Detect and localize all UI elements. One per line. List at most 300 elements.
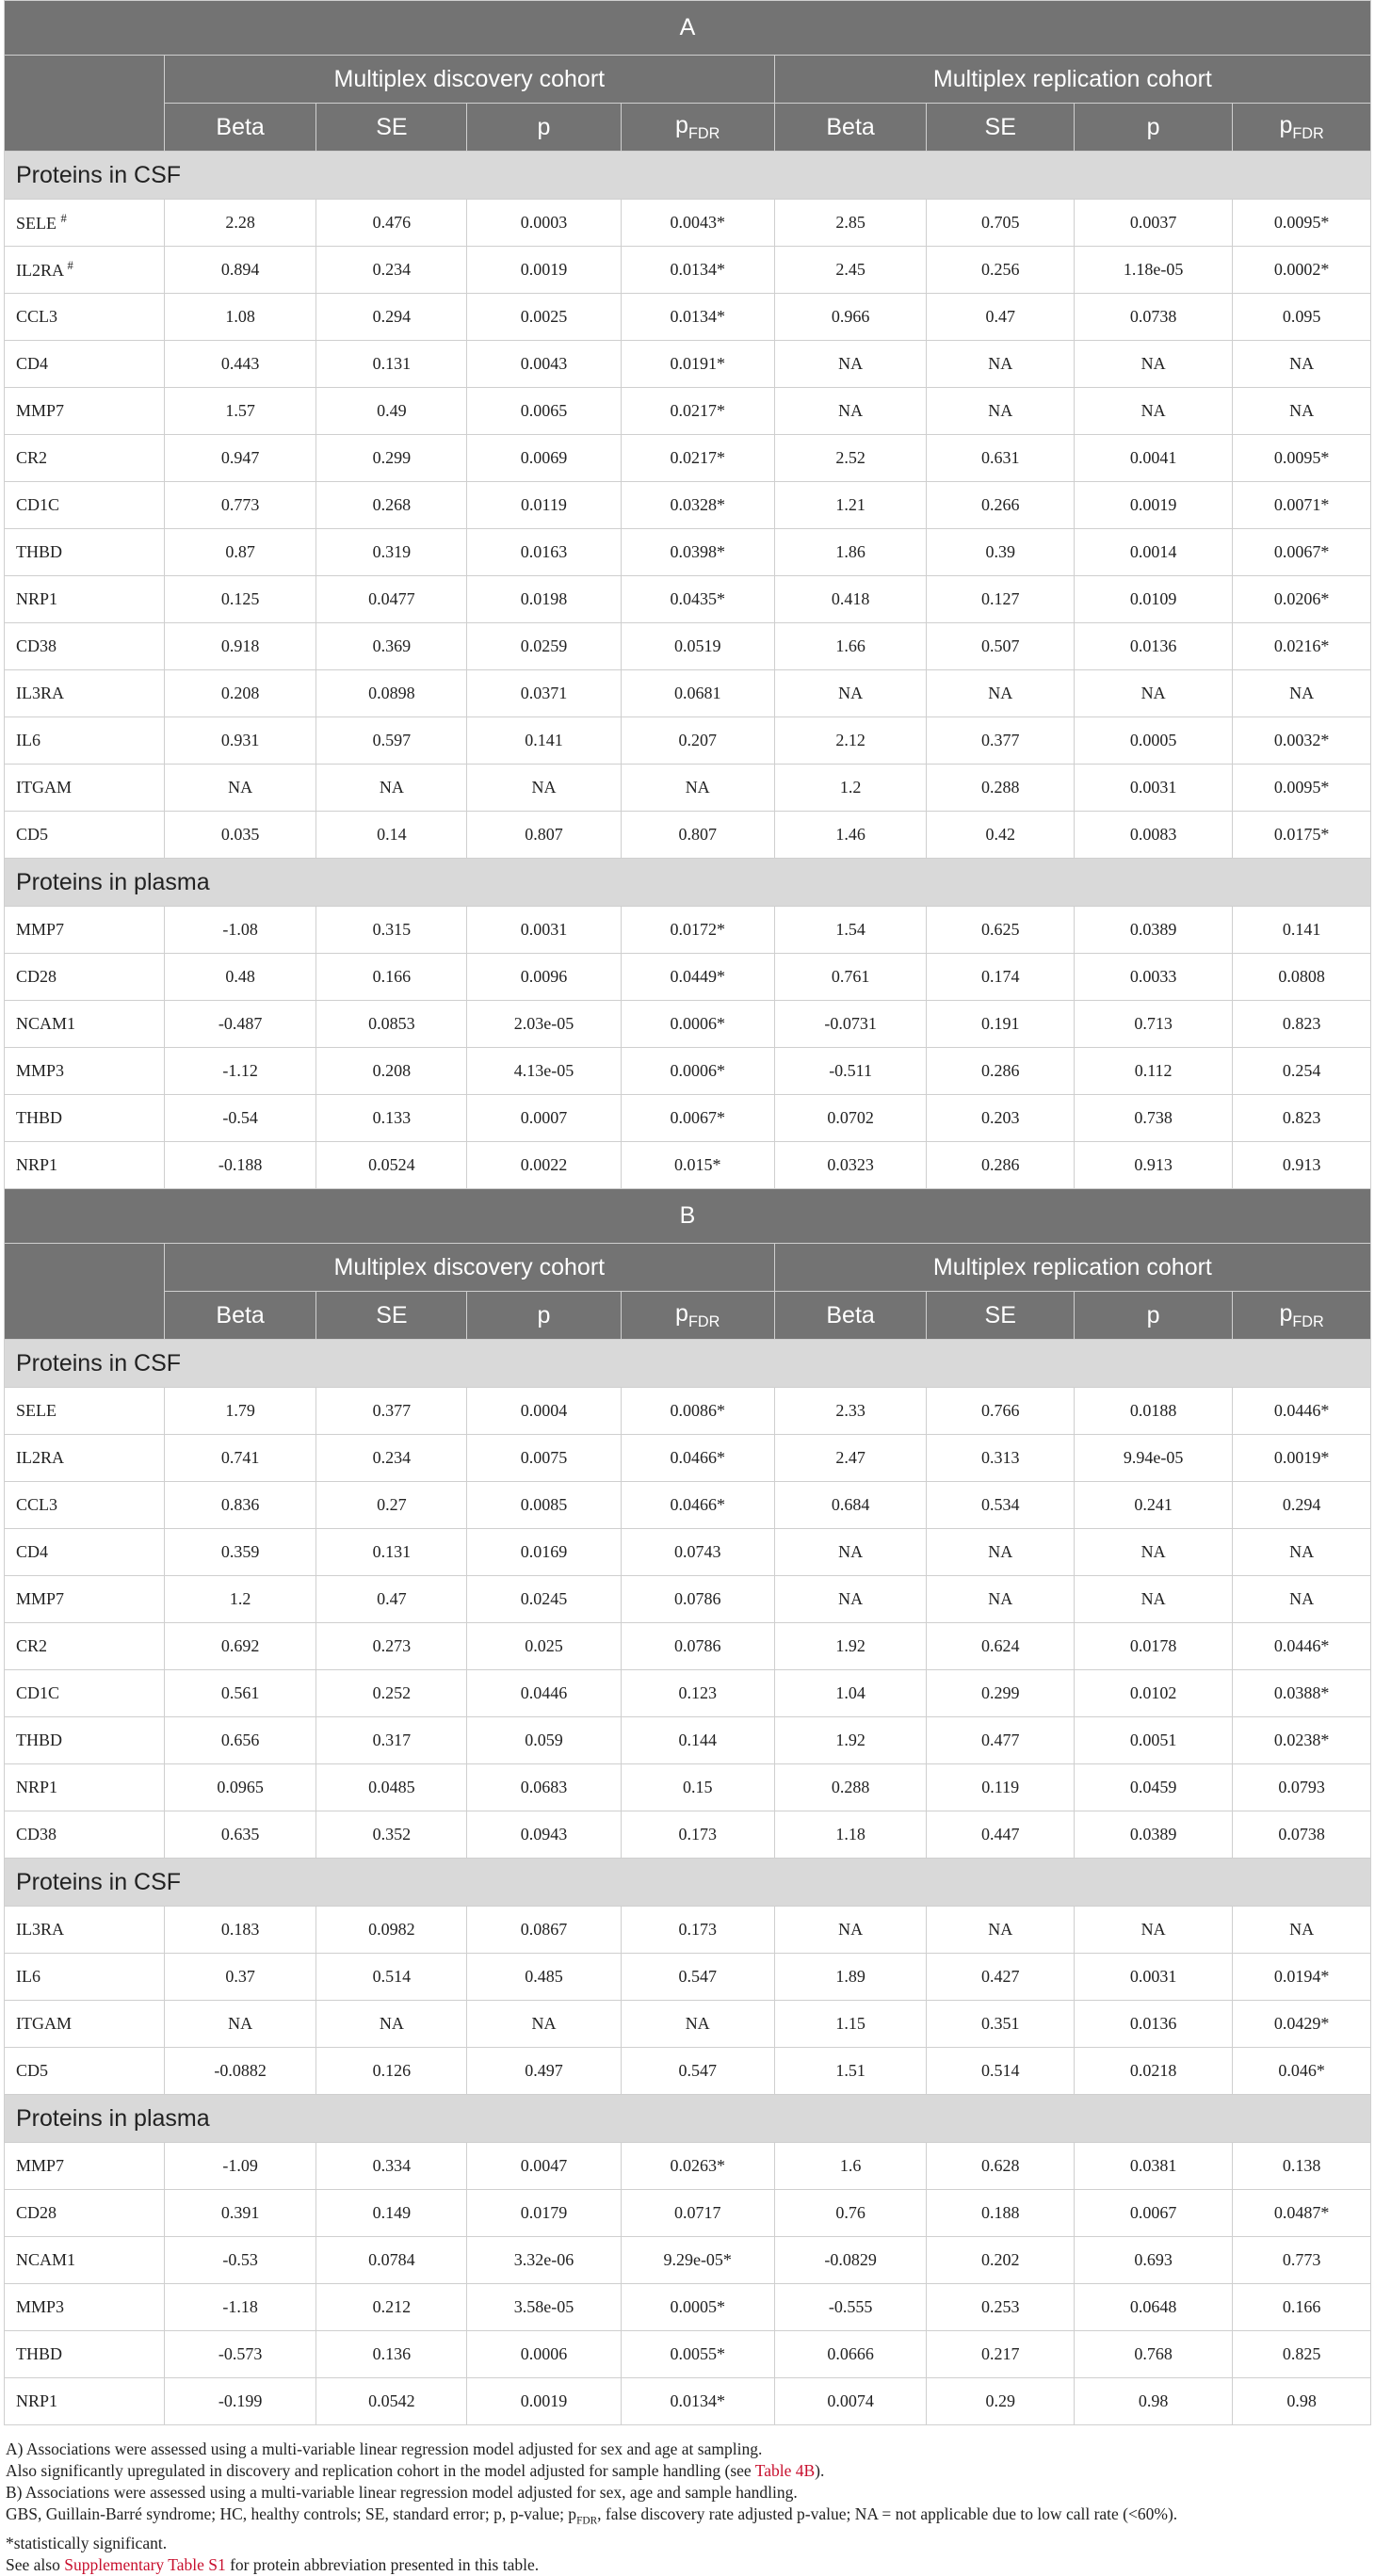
value-cell: 1.51 — [774, 2048, 927, 2095]
value-cell: 3.58e-05 — [467, 2284, 621, 2331]
column-header-label: p — [537, 113, 551, 140]
value-cell: 0.0446* — [1233, 1623, 1371, 1670]
value-cell: 0.0477 — [316, 576, 467, 623]
value-cell: 0.0743 — [621, 1529, 774, 1576]
value-cell: 0.485 — [467, 1954, 621, 2001]
protein-name: MMP3 — [16, 1061, 65, 1080]
column-header-label: Beta — [826, 1301, 875, 1328]
column-header — [164, 1292, 316, 1340]
table-row — [5, 247, 1371, 294]
protein-cell — [5, 1623, 165, 1670]
value-cell: 0.131 — [316, 341, 467, 388]
value-cell: 0.0014 — [1075, 529, 1233, 576]
value-cell: 0.761 — [774, 954, 927, 1001]
value-cell: -1.18 — [164, 2284, 316, 2331]
value-cell: 0.136 — [316, 2331, 467, 2378]
value-cell: 0.836 — [164, 1482, 316, 1529]
value-cell: 0.0083 — [1075, 812, 1233, 859]
value-cell: 0.0178 — [1075, 1623, 1233, 1670]
value-cell: 0.0466* — [621, 1482, 774, 1529]
protein-name: MMP7 — [16, 1589, 65, 1608]
column-header-label: SE — [376, 113, 408, 140]
value-cell: 0.0136 — [1075, 623, 1233, 670]
value-cell: 0.286 — [927, 1048, 1075, 1095]
value-cell: -0.0829 — [774, 2237, 927, 2284]
cohort-header-row — [5, 1244, 1371, 1292]
value-cell: 0.0738 — [1075, 294, 1233, 341]
value-cell: 0.14 — [316, 812, 467, 859]
protein-cell — [5, 1670, 165, 1717]
column-header-label: Beta — [216, 1301, 265, 1328]
table-row — [5, 1095, 1371, 1142]
protein-cell — [5, 2190, 165, 2237]
value-cell: 0.0071* — [1233, 482, 1371, 529]
table-row — [5, 1482, 1371, 1529]
value-cell: 0.317 — [316, 1717, 467, 1764]
value-cell: 0.0134* — [621, 2378, 774, 2425]
value-cell: -0.199 — [164, 2378, 316, 2425]
value-cell: 0.377 — [927, 717, 1075, 765]
value-cell: 0.738 — [1075, 1095, 1233, 1142]
value-cell: 0.0206* — [1233, 576, 1371, 623]
value-cell: 0.0238* — [1233, 1717, 1371, 1764]
value-cell: NA — [774, 1529, 927, 1576]
column-header-label: Beta — [216, 113, 265, 140]
value-cell: 2.85 — [774, 200, 927, 247]
value-cell: 0.0683 — [467, 1764, 621, 1811]
fdr-subscript: FDR — [688, 1312, 720, 1330]
value-cell: 0.29 — [927, 2378, 1075, 2425]
value-cell: 0.0006 — [467, 2331, 621, 2378]
value-cell: 0.208 — [316, 1048, 467, 1095]
value-cell: NA — [1075, 1529, 1233, 1576]
table-row — [5, 1954, 1371, 2001]
protein-cell — [5, 247, 165, 294]
value-cell: 0.825 — [1233, 2331, 1371, 2378]
value-cell: 0.288 — [774, 1764, 927, 1811]
protein-cell — [5, 1482, 165, 1529]
protein-name: CD4 — [16, 1542, 49, 1561]
value-cell: -0.53 — [164, 2237, 316, 2284]
value-cell: 0.98 — [1075, 2378, 1233, 2425]
protein-cell — [5, 341, 165, 388]
value-cell: 0.0542 — [316, 2378, 467, 2425]
value-cell: NA — [1233, 1576, 1371, 1623]
column-header — [164, 104, 316, 152]
value-cell: 0.266 — [927, 482, 1075, 529]
value-cell: 0.418 — [774, 576, 927, 623]
protein-name: THBD — [16, 2344, 62, 2363]
table-row — [5, 812, 1371, 859]
table-row — [5, 2237, 1371, 2284]
value-cell: 0.359 — [164, 1529, 316, 1576]
table-row — [5, 670, 1371, 717]
value-cell: 0.561 — [164, 1670, 316, 1717]
value-cell: 0.476 — [316, 200, 467, 247]
value-cell: 0.286 — [927, 1142, 1075, 1189]
protein-cell — [5, 1529, 165, 1576]
section-row — [5, 1340, 1371, 1388]
value-cell: 0.741 — [164, 1435, 316, 1482]
value-cell: 0.123 — [621, 1670, 774, 1717]
value-cell: NA — [927, 670, 1075, 717]
protein-cell — [5, 1764, 165, 1811]
value-cell: 0.253 — [927, 2284, 1075, 2331]
value-cell: 0.534 — [927, 1482, 1075, 1529]
value-cell: 0.294 — [1233, 1482, 1371, 1529]
value-cell: 0.025 — [467, 1623, 621, 1670]
value-cell: 0.0519 — [621, 623, 774, 670]
value-cell: 0.49 — [316, 388, 467, 435]
value-cell: 2.47 — [774, 1435, 927, 1482]
protein-name: NCAM1 — [16, 1014, 76, 1033]
protein-cell — [5, 670, 165, 717]
value-cell: 2.12 — [774, 717, 927, 765]
value-cell: 2.33 — [774, 1388, 927, 1435]
value-cell: 1.92 — [774, 1623, 927, 1670]
value-cell: 0.87 — [164, 529, 316, 576]
value-cell: 0.0169 — [467, 1529, 621, 1576]
value-cell: 0.046* — [1233, 2048, 1371, 2095]
value-cell: 0.913 — [1075, 1142, 1233, 1189]
value-cell: 0.0031 — [467, 907, 621, 954]
protein-name: CD38 — [16, 1825, 57, 1843]
column-header-label: p — [1146, 1301, 1160, 1328]
table-row — [5, 482, 1371, 529]
value-cell: 0.0328* — [621, 482, 774, 529]
value-cell: 0.0085 — [467, 1482, 621, 1529]
value-cell: NA — [774, 1907, 927, 1954]
section-row — [5, 1859, 1371, 1907]
value-cell: 0.0102 — [1075, 1670, 1233, 1717]
value-cell: 0.0031 — [1075, 1954, 1233, 2001]
column-header — [467, 104, 621, 152]
footnote-supplementary — [6, 2554, 1375, 2576]
value-cell: 0.0786 — [621, 1576, 774, 1623]
value-cell: NA — [1075, 341, 1233, 388]
value-cell: 0.217 — [927, 2331, 1075, 2378]
value-cell: 0.0487* — [1233, 2190, 1371, 2237]
value-cell: NA — [927, 1576, 1075, 1623]
value-cell: 1.57 — [164, 388, 316, 435]
value-cell: 0.268 — [316, 482, 467, 529]
footnote-supplementary-end: for protein abbreviation presented in this table. — [225, 2554, 540, 2574]
value-cell: 0.0019 — [467, 2378, 621, 2425]
value-cell: 0.0051 — [1075, 1717, 1233, 1764]
results-table-body — [5, 1, 1371, 2425]
value-cell: 0.0067* — [1233, 529, 1371, 576]
value-cell: 0.0007 — [467, 1095, 621, 1142]
table-row — [5, 1907, 1371, 1954]
value-cell: NA — [467, 2001, 621, 2048]
value-cell: 0.0853 — [316, 1001, 467, 1048]
value-cell: 0.0067 — [1075, 2190, 1233, 2237]
results-table — [4, 0, 1371, 2425]
column-header — [316, 104, 467, 152]
value-cell: 0.144 — [621, 1717, 774, 1764]
footnote-handling — [6, 2460, 1375, 2482]
value-cell: 0.174 — [927, 954, 1075, 1001]
protein-cell — [5, 1001, 165, 1048]
protein-name: MMP7 — [16, 2156, 65, 2175]
value-cell: 1.6 — [774, 2143, 927, 2190]
table-row — [5, 1576, 1371, 1623]
value-cell: 0.0245 — [467, 1576, 621, 1623]
value-cell: 0.0429* — [1233, 2001, 1371, 2048]
value-cell: NA — [1075, 388, 1233, 435]
value-cell: -0.0731 — [774, 1001, 927, 1048]
protein-cell — [5, 1717, 165, 1764]
value-cell: 0.0032* — [1233, 717, 1371, 765]
value-cell: 0.203 — [927, 1095, 1075, 1142]
replication-cohort-header: Multiplex replication cohort — [774, 1244, 1370, 1292]
value-cell: 0.947 — [164, 435, 316, 482]
value-cell: 1.86 — [774, 529, 927, 576]
value-cell: 0.207 — [621, 717, 774, 765]
value-cell: 0.0043* — [621, 200, 774, 247]
value-cell: 0.0867 — [467, 1907, 621, 1954]
stat-header-row — [5, 1292, 1371, 1340]
value-cell: 0.0067* — [621, 1095, 774, 1142]
value-cell: 0.624 — [927, 1623, 1075, 1670]
value-cell: 1.21 — [774, 482, 927, 529]
supplementary-table-link[interactable]: Supplementary Table S1 — [64, 2554, 226, 2574]
table-row — [5, 576, 1371, 623]
protein-name: IL2RA — [16, 261, 64, 280]
table-row — [5, 1670, 1371, 1717]
value-cell: 0.334 — [316, 2143, 467, 2190]
column-header — [621, 104, 774, 152]
protein-name: IL3RA — [16, 684, 64, 702]
value-cell: 0.37 — [164, 1954, 316, 2001]
protein-cell — [5, 435, 165, 482]
footnote-significance: *statistically significant. — [6, 2533, 168, 2552]
value-cell: 0.0388* — [1233, 1670, 1371, 1717]
value-cell: 0.0134* — [621, 247, 774, 294]
value-cell: 0.0069 — [467, 435, 621, 482]
value-cell: 0.514 — [316, 1954, 467, 2001]
value-cell: 0.119 — [927, 1764, 1075, 1811]
value-cell: 0.27 — [316, 1482, 467, 1529]
value-cell: 0.126 — [316, 2048, 467, 2095]
value-cell: 0.0086* — [621, 1388, 774, 1435]
value-cell: 0.684 — [774, 1482, 927, 1529]
value-cell: 0.0965 — [164, 1764, 316, 1811]
value-cell: 0.713 — [1075, 1001, 1233, 1048]
value-cell: 0.0019 — [1075, 482, 1233, 529]
value-cell: 0.656 — [164, 1717, 316, 1764]
value-cell: 0.0263* — [621, 2143, 774, 2190]
value-cell: 0.0005* — [621, 2284, 774, 2331]
value-cell: -0.54 — [164, 1095, 316, 1142]
table-row — [5, 1388, 1371, 1435]
value-cell: 0.0259 — [467, 623, 621, 670]
column-header-label: p — [675, 1299, 688, 1327]
column-header — [467, 1292, 621, 1340]
value-cell: NA — [927, 1907, 1075, 1954]
protein-name: IL3RA — [16, 1920, 64, 1939]
value-cell: 0.138 — [1233, 2143, 1371, 2190]
protein-name: IL2RA — [16, 1448, 64, 1467]
value-cell: 0.0666 — [774, 2331, 927, 2378]
value-cell: 0.773 — [164, 482, 316, 529]
value-cell: 0.299 — [316, 435, 467, 482]
value-cell: 0.141 — [1233, 907, 1371, 954]
protein-cell — [5, 623, 165, 670]
value-cell: 0.191 — [927, 1001, 1075, 1048]
value-cell: 0.0037 — [1075, 200, 1233, 247]
protein-name: NCAM1 — [16, 2250, 76, 2269]
value-cell: 0.0784 — [316, 2237, 467, 2284]
value-cell: 0.127 — [927, 576, 1075, 623]
value-cell: 0.256 — [927, 247, 1075, 294]
value-cell: 0.0047 — [467, 2143, 621, 2190]
table-row — [5, 1623, 1371, 1670]
table-row — [5, 529, 1371, 576]
value-cell: 0.313 — [927, 1435, 1075, 1482]
value-cell: NA — [1233, 670, 1371, 717]
value-cell: 0.0982 — [316, 1907, 467, 1954]
discovery-cohort-header: Multiplex discovery cohort — [164, 56, 774, 104]
table-row — [5, 1435, 1371, 1482]
value-cell: 0.807 — [621, 812, 774, 859]
protein-cell — [5, 1435, 165, 1482]
value-cell: 0.0681 — [621, 670, 774, 717]
value-cell: 0.391 — [164, 2190, 316, 2237]
protein-cell — [5, 907, 165, 954]
value-cell: 0.807 — [467, 812, 621, 859]
value-cell: 0.188 — [927, 2190, 1075, 2237]
value-cell: NA — [1075, 1576, 1233, 1623]
value-cell: 0.125 — [164, 576, 316, 623]
value-cell: 1.2 — [774, 765, 927, 812]
protein-cell — [5, 1811, 165, 1859]
footnote-supplementary-text: See also — [6, 2554, 65, 2574]
value-cell: 0.0005 — [1075, 717, 1233, 765]
value-cell: 0.39 — [927, 529, 1075, 576]
value-cell: 0.705 — [927, 200, 1075, 247]
protein-cell — [5, 2143, 165, 2190]
section-row — [5, 152, 1371, 200]
value-cell: 0.0216* — [1233, 623, 1371, 670]
protein-name: THBD — [16, 542, 62, 561]
protein-cell — [5, 388, 165, 435]
protein-header-cell — [5, 56, 165, 152]
value-cell: -0.573 — [164, 2331, 316, 2378]
section-row — [5, 2095, 1371, 2143]
value-cell: 0.0194* — [1233, 1954, 1371, 2001]
protein-name: THBD — [16, 1731, 62, 1749]
value-cell: 0.0323 — [774, 1142, 927, 1189]
protein-cell — [5, 717, 165, 765]
table-row — [5, 717, 1371, 765]
value-cell: 2.28 — [164, 200, 316, 247]
column-header-label: SE — [984, 1301, 1016, 1328]
value-cell: 0.0191* — [621, 341, 774, 388]
value-cell: 0.47 — [927, 294, 1075, 341]
value-cell: -0.487 — [164, 1001, 316, 1048]
column-header — [1075, 1292, 1233, 1340]
column-header-label: SE — [984, 113, 1016, 140]
protein-cell — [5, 812, 165, 859]
value-cell: 1.54 — [774, 907, 927, 954]
replication-cohort-header: Multiplex replication cohort — [774, 56, 1370, 104]
table-row — [5, 200, 1371, 247]
value-cell: 0.443 — [164, 341, 316, 388]
footnote-abbreviations-text: GBS, Guillain-Barré syndrome; HC, healthy controls; SE, standard error; p, p-value; p — [6, 2504, 577, 2523]
column-header — [1075, 104, 1233, 152]
value-cell: 0.149 — [316, 2190, 467, 2237]
value-cell: 0.0217* — [621, 388, 774, 435]
protein-cell — [5, 1576, 165, 1623]
value-cell: 0.766 — [927, 1388, 1075, 1435]
protein-name: CCL3 — [16, 307, 58, 326]
table-row — [5, 954, 1371, 1001]
value-cell: 0.0031 — [1075, 765, 1233, 812]
column-header-label: p — [675, 111, 688, 138]
value-cell: 0.294 — [316, 294, 467, 341]
panel-header-row — [5, 1189, 1371, 1244]
protein-name: NRP1 — [16, 2391, 58, 2410]
stat-header-row — [5, 104, 1371, 152]
section-title: Proteins in plasma — [5, 2095, 1371, 2143]
protein-cell — [5, 2237, 165, 2284]
value-cell: 0.0025 — [467, 294, 621, 341]
protein-name: CCL3 — [16, 1495, 58, 1514]
fdr-subscript: FDR — [688, 124, 720, 142]
value-cell: NA — [316, 765, 467, 812]
value-cell: 0.0198 — [467, 576, 621, 623]
value-cell: NA — [316, 2001, 467, 2048]
value-cell: 0.42 — [927, 812, 1075, 859]
table-row — [5, 2284, 1371, 2331]
protein-name: CD5 — [16, 825, 49, 844]
value-cell: 1.04 — [774, 1670, 927, 1717]
value-cell: 0.0738 — [1233, 1811, 1371, 1859]
value-cell: 0.773 — [1233, 2237, 1371, 2284]
value-cell: 9.29e-05* — [621, 2237, 774, 2284]
value-cell: 0.76 — [774, 2190, 927, 2237]
value-cell: 0.628 — [927, 2143, 1075, 2190]
table-row — [5, 1001, 1371, 1048]
value-cell: 1.18 — [774, 1811, 927, 1859]
table-row — [5, 435, 1371, 482]
table-row — [5, 1717, 1371, 1764]
table-row — [5, 2331, 1371, 2378]
value-cell: 4.13e-05 — [467, 1048, 621, 1095]
column-header-label: Beta — [826, 113, 875, 140]
column-header-label: p — [1146, 113, 1160, 140]
value-cell: 0.0119 — [467, 482, 621, 529]
value-cell: 2.03e-05 — [467, 1001, 621, 1048]
panel-header-row — [5, 1, 1371, 56]
value-cell: 0.166 — [1233, 2284, 1371, 2331]
protein-name: NRP1 — [16, 1155, 58, 1174]
table-row — [5, 2001, 1371, 2048]
fdr-subscript: FDR — [1292, 1312, 1324, 1330]
value-cell: 0.635 — [164, 1811, 316, 1859]
value-cell: -0.0882 — [164, 2048, 316, 2095]
value-cell: 1.92 — [774, 1717, 927, 1764]
value-cell: -0.511 — [774, 1048, 927, 1095]
value-cell: 0.319 — [316, 529, 467, 576]
value-cell: 0.0459 — [1075, 1764, 1233, 1811]
protein-cell — [5, 1048, 165, 1095]
panel-label: A — [5, 1, 1371, 56]
column-header — [927, 1292, 1075, 1340]
table-4b-link[interactable]: Table 4B — [754, 2461, 816, 2480]
table-row — [5, 2143, 1371, 2190]
